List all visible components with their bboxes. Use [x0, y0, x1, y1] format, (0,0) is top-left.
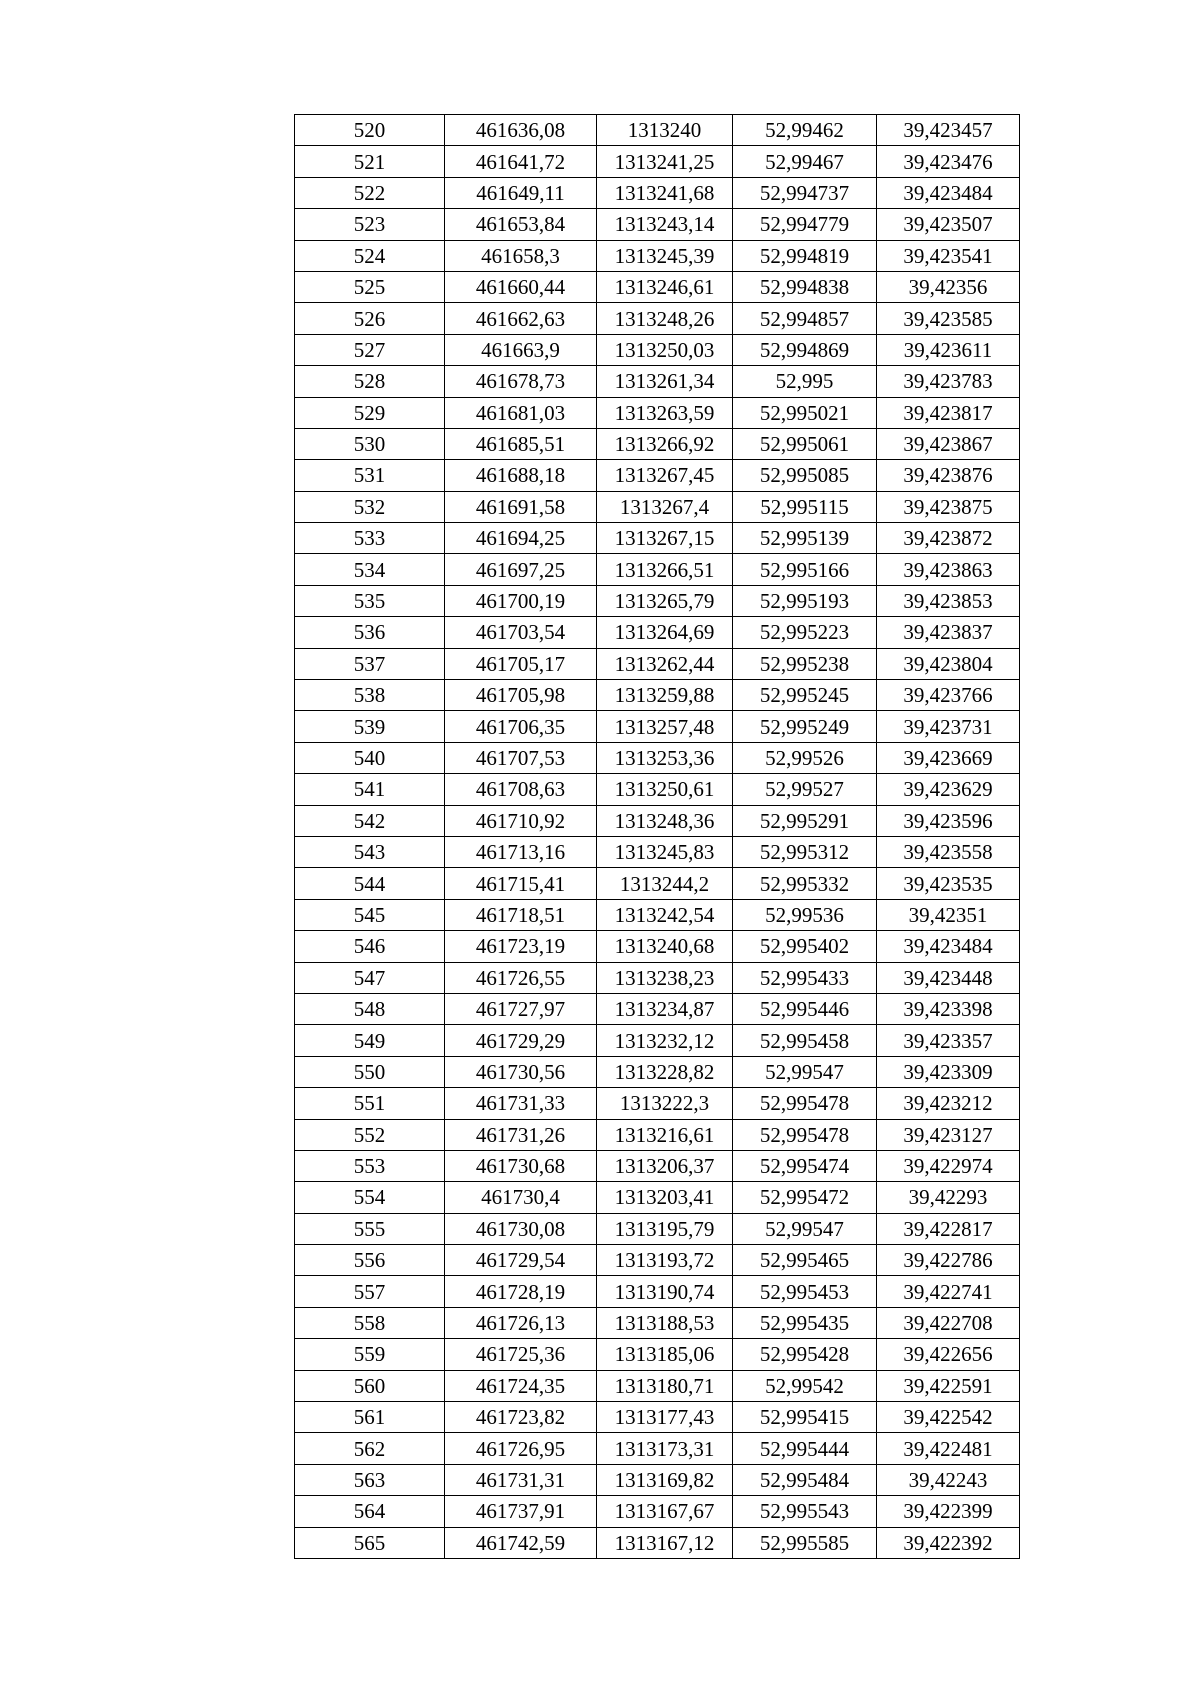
latitude-cell: 52,995061	[733, 428, 877, 459]
latitude-cell: 52,995478	[733, 1088, 877, 1119]
y-coordinate-cell: 1313206,37	[597, 1150, 733, 1181]
point-number-cell: 545	[295, 899, 445, 930]
longitude-cell: 39,422708	[877, 1307, 1020, 1338]
point-number-cell: 538	[295, 680, 445, 711]
y-coordinate-cell: 1313266,51	[597, 554, 733, 585]
x-coordinate-cell: 461730,68	[445, 1150, 597, 1181]
longitude-cell: 39,422392	[877, 1527, 1020, 1558]
x-coordinate-cell: 461731,26	[445, 1119, 597, 1150]
table-row	[295, 711, 1020, 742]
longitude-cell: 39,423863	[877, 554, 1020, 585]
y-coordinate-cell: 1313243,14	[597, 209, 733, 240]
x-coordinate-cell: 461694,25	[445, 523, 597, 554]
latitude-cell: 52,994819	[733, 240, 877, 271]
longitude-cell: 39,422542	[877, 1402, 1020, 1433]
latitude-cell: 52,995478	[733, 1119, 877, 1150]
latitude-cell: 52,99536	[733, 899, 877, 930]
point-number-cell: 541	[295, 774, 445, 805]
latitude-cell: 52,994779	[733, 209, 877, 240]
latitude-cell: 52,994869	[733, 334, 877, 365]
x-coordinate-cell: 461691,58	[445, 491, 597, 522]
latitude-cell: 52,995166	[733, 554, 877, 585]
y-coordinate-cell: 1313167,67	[597, 1496, 733, 1527]
point-number-cell: 530	[295, 428, 445, 459]
longitude-cell: 39,423669	[877, 742, 1020, 773]
latitude-cell: 52,995474	[733, 1150, 877, 1181]
longitude-cell: 39,423867	[877, 428, 1020, 459]
longitude-cell: 39,423731	[877, 711, 1020, 742]
y-coordinate-cell: 1313262,44	[597, 648, 733, 679]
coordinates-table-body	[295, 115, 1020, 1559]
y-coordinate-cell: 1313240	[597, 115, 733, 146]
table-row	[295, 1527, 1020, 1558]
longitude-cell: 39,423484	[877, 931, 1020, 962]
x-coordinate-cell: 461678,73	[445, 366, 597, 397]
latitude-cell: 52,995402	[733, 931, 877, 962]
latitude-cell: 52,995428	[733, 1339, 877, 1370]
x-coordinate-cell: 461703,54	[445, 617, 597, 648]
table-row	[295, 271, 1020, 302]
point-number-cell: 564	[295, 1496, 445, 1527]
x-coordinate-cell: 461726,55	[445, 962, 597, 993]
point-number-cell: 546	[295, 931, 445, 962]
table-row	[295, 617, 1020, 648]
point-number-cell: 562	[295, 1433, 445, 1464]
point-number-cell: 560	[295, 1370, 445, 1401]
table-row	[295, 993, 1020, 1024]
longitude-cell: 39,423611	[877, 334, 1020, 365]
table-row	[295, 648, 1020, 679]
y-coordinate-cell: 1313240,68	[597, 931, 733, 962]
latitude-cell: 52,99527	[733, 774, 877, 805]
latitude-cell: 52,99526	[733, 742, 877, 773]
longitude-cell: 39,423817	[877, 397, 1020, 428]
y-coordinate-cell: 1313190,74	[597, 1276, 733, 1307]
latitude-cell: 52,995332	[733, 868, 877, 899]
x-coordinate-cell: 461660,44	[445, 271, 597, 302]
y-coordinate-cell: 1313188,53	[597, 1307, 733, 1338]
longitude-cell: 39,423872	[877, 523, 1020, 554]
y-coordinate-cell: 1313250,03	[597, 334, 733, 365]
x-coordinate-cell: 461681,03	[445, 397, 597, 428]
point-number-cell: 551	[295, 1088, 445, 1119]
longitude-cell: 39,422656	[877, 1339, 1020, 1370]
longitude-cell: 39,423127	[877, 1119, 1020, 1150]
point-number-cell: 531	[295, 460, 445, 491]
x-coordinate-cell: 461713,16	[445, 836, 597, 867]
point-number-cell: 534	[295, 554, 445, 585]
x-coordinate-cell: 461710,92	[445, 805, 597, 836]
latitude-cell: 52,995115	[733, 491, 877, 522]
point-number-cell: 539	[295, 711, 445, 742]
longitude-cell: 39,423783	[877, 366, 1020, 397]
table-row	[295, 1370, 1020, 1401]
latitude-cell: 52,99547	[733, 1213, 877, 1244]
x-coordinate-cell: 461663,9	[445, 334, 597, 365]
table-row	[295, 1496, 1020, 1527]
y-coordinate-cell: 1313250,61	[597, 774, 733, 805]
y-coordinate-cell: 1313245,39	[597, 240, 733, 271]
y-coordinate-cell: 1313232,12	[597, 1025, 733, 1056]
longitude-cell: 39,422817	[877, 1213, 1020, 1244]
longitude-cell: 39,422399	[877, 1496, 1020, 1527]
point-number-cell: 542	[295, 805, 445, 836]
longitude-cell: 39,42351	[877, 899, 1020, 930]
x-coordinate-cell: 461731,31	[445, 1464, 597, 1495]
x-coordinate-cell: 461737,91	[445, 1496, 597, 1527]
point-number-cell: 520	[295, 115, 445, 146]
table-row	[295, 742, 1020, 773]
table-row	[295, 899, 1020, 930]
y-coordinate-cell: 1313261,34	[597, 366, 733, 397]
latitude-cell: 52,995465	[733, 1245, 877, 1276]
longitude-cell: 39,423541	[877, 240, 1020, 271]
point-number-cell: 554	[295, 1182, 445, 1213]
y-coordinate-cell: 1313244,2	[597, 868, 733, 899]
y-coordinate-cell: 1313195,79	[597, 1213, 733, 1244]
y-coordinate-cell: 1313180,71	[597, 1370, 733, 1401]
x-coordinate-cell: 461730,56	[445, 1056, 597, 1087]
table-row	[295, 1119, 1020, 1150]
point-number-cell: 555	[295, 1213, 445, 1244]
table-row	[295, 931, 1020, 962]
longitude-cell: 39,422591	[877, 1370, 1020, 1401]
longitude-cell: 39,423596	[877, 805, 1020, 836]
point-number-cell: 526	[295, 303, 445, 334]
point-number-cell: 525	[295, 271, 445, 302]
y-coordinate-cell: 1313169,82	[597, 1464, 733, 1495]
table-row	[295, 366, 1020, 397]
table-row	[295, 209, 1020, 240]
table-row	[295, 1025, 1020, 1056]
x-coordinate-cell: 461726,95	[445, 1433, 597, 1464]
point-number-cell: 536	[295, 617, 445, 648]
y-coordinate-cell: 1313257,48	[597, 711, 733, 742]
longitude-cell: 39,423853	[877, 585, 1020, 616]
x-coordinate-cell: 461708,63	[445, 774, 597, 805]
latitude-cell: 52,995245	[733, 680, 877, 711]
point-number-cell: 537	[295, 648, 445, 679]
table-row	[295, 1088, 1020, 1119]
y-coordinate-cell: 1313242,54	[597, 899, 733, 930]
latitude-cell: 52,995585	[733, 1527, 877, 1558]
y-coordinate-cell: 1313267,45	[597, 460, 733, 491]
y-coordinate-cell: 1313263,59	[597, 397, 733, 428]
point-number-cell: 565	[295, 1527, 445, 1558]
latitude-cell: 52,995444	[733, 1433, 877, 1464]
point-number-cell: 557	[295, 1276, 445, 1307]
x-coordinate-cell: 461700,19	[445, 585, 597, 616]
point-number-cell: 540	[295, 742, 445, 773]
table-row	[295, 1307, 1020, 1338]
x-coordinate-cell: 461715,41	[445, 868, 597, 899]
latitude-cell: 52,995291	[733, 805, 877, 836]
longitude-cell: 39,423629	[877, 774, 1020, 805]
table-row	[295, 868, 1020, 899]
y-coordinate-cell: 1313248,36	[597, 805, 733, 836]
y-coordinate-cell: 1313177,43	[597, 1402, 733, 1433]
latitude-cell: 52,995415	[733, 1402, 877, 1433]
longitude-cell: 39,423309	[877, 1056, 1020, 1087]
latitude-cell: 52,99547	[733, 1056, 877, 1087]
x-coordinate-cell: 461723,82	[445, 1402, 597, 1433]
point-number-cell: 563	[295, 1464, 445, 1495]
x-coordinate-cell: 461641,72	[445, 146, 597, 177]
longitude-cell: 39,423448	[877, 962, 1020, 993]
point-number-cell: 535	[295, 585, 445, 616]
latitude-cell: 52,995433	[733, 962, 877, 993]
y-coordinate-cell: 1313265,79	[597, 585, 733, 616]
point-number-cell: 547	[295, 962, 445, 993]
y-coordinate-cell: 1313267,15	[597, 523, 733, 554]
x-coordinate-cell: 461688,18	[445, 460, 597, 491]
table-row	[295, 554, 1020, 585]
longitude-cell: 39,423507	[877, 209, 1020, 240]
y-coordinate-cell: 1313203,41	[597, 1182, 733, 1213]
longitude-cell: 39,422974	[877, 1150, 1020, 1181]
longitude-cell: 39,422481	[877, 1433, 1020, 1464]
y-coordinate-cell: 1313267,4	[597, 491, 733, 522]
longitude-cell: 39,423585	[877, 303, 1020, 334]
point-number-cell: 532	[295, 491, 445, 522]
y-coordinate-cell: 1313266,92	[597, 428, 733, 459]
y-coordinate-cell: 1313238,23	[597, 962, 733, 993]
x-coordinate-cell: 461685,51	[445, 428, 597, 459]
table-row	[295, 146, 1020, 177]
x-coordinate-cell: 461705,17	[445, 648, 597, 679]
y-coordinate-cell: 1313167,12	[597, 1527, 733, 1558]
x-coordinate-cell: 461697,25	[445, 554, 597, 585]
latitude-cell: 52,995484	[733, 1464, 877, 1495]
table-row	[295, 491, 1020, 522]
longitude-cell: 39,423535	[877, 868, 1020, 899]
table-row	[295, 1182, 1020, 1213]
y-coordinate-cell: 1313222,3	[597, 1088, 733, 1119]
longitude-cell: 39,423398	[877, 993, 1020, 1024]
table-row	[295, 962, 1020, 993]
longitude-cell: 39,423476	[877, 146, 1020, 177]
y-coordinate-cell: 1313185,06	[597, 1339, 733, 1370]
table-row	[295, 836, 1020, 867]
point-number-cell: 549	[295, 1025, 445, 1056]
y-coordinate-cell: 1313248,26	[597, 303, 733, 334]
x-coordinate-cell: 461707,53	[445, 742, 597, 773]
latitude-cell: 52,995193	[733, 585, 877, 616]
point-number-cell: 543	[295, 836, 445, 867]
table-row	[295, 334, 1020, 365]
table-row	[295, 397, 1020, 428]
latitude-cell: 52,995435	[733, 1307, 877, 1338]
x-coordinate-cell: 461730,08	[445, 1213, 597, 1244]
table-row	[295, 115, 1020, 146]
latitude-cell: 52,995238	[733, 648, 877, 679]
latitude-cell: 52,994737	[733, 177, 877, 208]
longitude-cell: 39,423357	[877, 1025, 1020, 1056]
x-coordinate-cell: 461724,35	[445, 1370, 597, 1401]
latitude-cell: 52,99462	[733, 115, 877, 146]
table-row	[295, 1402, 1020, 1433]
table-row	[295, 805, 1020, 836]
table-row	[295, 1213, 1020, 1244]
x-coordinate-cell: 461723,19	[445, 931, 597, 962]
latitude-cell: 52,995472	[733, 1182, 877, 1213]
x-coordinate-cell: 461731,33	[445, 1088, 597, 1119]
latitude-cell: 52,994838	[733, 271, 877, 302]
table-row	[295, 428, 1020, 459]
latitude-cell: 52,994857	[733, 303, 877, 334]
x-coordinate-cell: 461705,98	[445, 680, 597, 711]
latitude-cell: 52,995085	[733, 460, 877, 491]
point-number-cell: 529	[295, 397, 445, 428]
x-coordinate-cell: 461727,97	[445, 993, 597, 1024]
point-number-cell: 548	[295, 993, 445, 1024]
longitude-cell: 39,423837	[877, 617, 1020, 648]
y-coordinate-cell: 1313246,61	[597, 271, 733, 302]
latitude-cell: 52,995223	[733, 617, 877, 648]
table-row	[295, 774, 1020, 805]
y-coordinate-cell: 1313264,69	[597, 617, 733, 648]
x-coordinate-cell: 461742,59	[445, 1527, 597, 1558]
table-row	[295, 1276, 1020, 1307]
longitude-cell: 39,422741	[877, 1276, 1020, 1307]
x-coordinate-cell: 461728,19	[445, 1276, 597, 1307]
point-number-cell: 522	[295, 177, 445, 208]
x-coordinate-cell: 461725,36	[445, 1339, 597, 1370]
table-row	[295, 460, 1020, 491]
y-coordinate-cell: 1313193,72	[597, 1245, 733, 1276]
point-number-cell: 521	[295, 146, 445, 177]
point-number-cell: 533	[295, 523, 445, 554]
latitude-cell: 52,995446	[733, 993, 877, 1024]
x-coordinate-cell: 461636,08	[445, 115, 597, 146]
table-row	[295, 523, 1020, 554]
y-coordinate-cell: 1313241,68	[597, 177, 733, 208]
x-coordinate-cell: 461730,4	[445, 1182, 597, 1213]
longitude-cell: 39,423875	[877, 491, 1020, 522]
latitude-cell: 52,995249	[733, 711, 877, 742]
table-row	[295, 240, 1020, 271]
point-number-cell: 552	[295, 1119, 445, 1150]
latitude-cell: 52,99542	[733, 1370, 877, 1401]
y-coordinate-cell: 1313245,83	[597, 836, 733, 867]
table-row	[295, 1056, 1020, 1087]
latitude-cell: 52,995021	[733, 397, 877, 428]
x-coordinate-cell: 461729,54	[445, 1245, 597, 1276]
table-row	[295, 680, 1020, 711]
x-coordinate-cell: 461662,63	[445, 303, 597, 334]
y-coordinate-cell: 1313216,61	[597, 1119, 733, 1150]
table-row	[295, 1150, 1020, 1181]
point-number-cell: 550	[295, 1056, 445, 1087]
point-number-cell: 556	[295, 1245, 445, 1276]
point-number-cell: 527	[295, 334, 445, 365]
y-coordinate-cell: 1313241,25	[597, 146, 733, 177]
latitude-cell: 52,995543	[733, 1496, 877, 1527]
longitude-cell: 39,423484	[877, 177, 1020, 208]
longitude-cell: 39,422786	[877, 1245, 1020, 1276]
table-row	[295, 1464, 1020, 1495]
point-number-cell: 558	[295, 1307, 445, 1338]
longitude-cell: 39,423558	[877, 836, 1020, 867]
x-coordinate-cell: 461658,3	[445, 240, 597, 271]
table-row	[295, 177, 1020, 208]
point-number-cell: 523	[295, 209, 445, 240]
table-row	[295, 303, 1020, 334]
point-number-cell: 561	[295, 1402, 445, 1433]
point-number-cell: 559	[295, 1339, 445, 1370]
coordinates-table	[294, 114, 1020, 1559]
y-coordinate-cell: 1313173,31	[597, 1433, 733, 1464]
latitude-cell: 52,995312	[733, 836, 877, 867]
x-coordinate-cell: 461706,35	[445, 711, 597, 742]
table-row	[295, 585, 1020, 616]
longitude-cell: 39,423766	[877, 680, 1020, 711]
y-coordinate-cell: 1313259,88	[597, 680, 733, 711]
longitude-cell: 39,42243	[877, 1464, 1020, 1495]
longitude-cell: 39,42356	[877, 271, 1020, 302]
y-coordinate-cell: 1313228,82	[597, 1056, 733, 1087]
x-coordinate-cell: 461649,11	[445, 177, 597, 208]
longitude-cell: 39,423212	[877, 1088, 1020, 1119]
latitude-cell: 52,995458	[733, 1025, 877, 1056]
x-coordinate-cell: 461726,13	[445, 1307, 597, 1338]
point-number-cell: 528	[295, 366, 445, 397]
y-coordinate-cell: 1313234,87	[597, 993, 733, 1024]
table-row	[295, 1339, 1020, 1370]
table-row	[295, 1245, 1020, 1276]
point-number-cell: 553	[295, 1150, 445, 1181]
longitude-cell: 39,423457	[877, 115, 1020, 146]
point-number-cell: 524	[295, 240, 445, 271]
longitude-cell: 39,42293	[877, 1182, 1020, 1213]
latitude-cell: 52,99467	[733, 146, 877, 177]
longitude-cell: 39,423804	[877, 648, 1020, 679]
point-number-cell: 544	[295, 868, 445, 899]
latitude-cell: 52,995	[733, 366, 877, 397]
latitude-cell: 52,995139	[733, 523, 877, 554]
x-coordinate-cell: 461729,29	[445, 1025, 597, 1056]
x-coordinate-cell: 461653,84	[445, 209, 597, 240]
longitude-cell: 39,423876	[877, 460, 1020, 491]
latitude-cell: 52,995453	[733, 1276, 877, 1307]
x-coordinate-cell: 461718,51	[445, 899, 597, 930]
y-coordinate-cell: 1313253,36	[597, 742, 733, 773]
table-row	[295, 1433, 1020, 1464]
